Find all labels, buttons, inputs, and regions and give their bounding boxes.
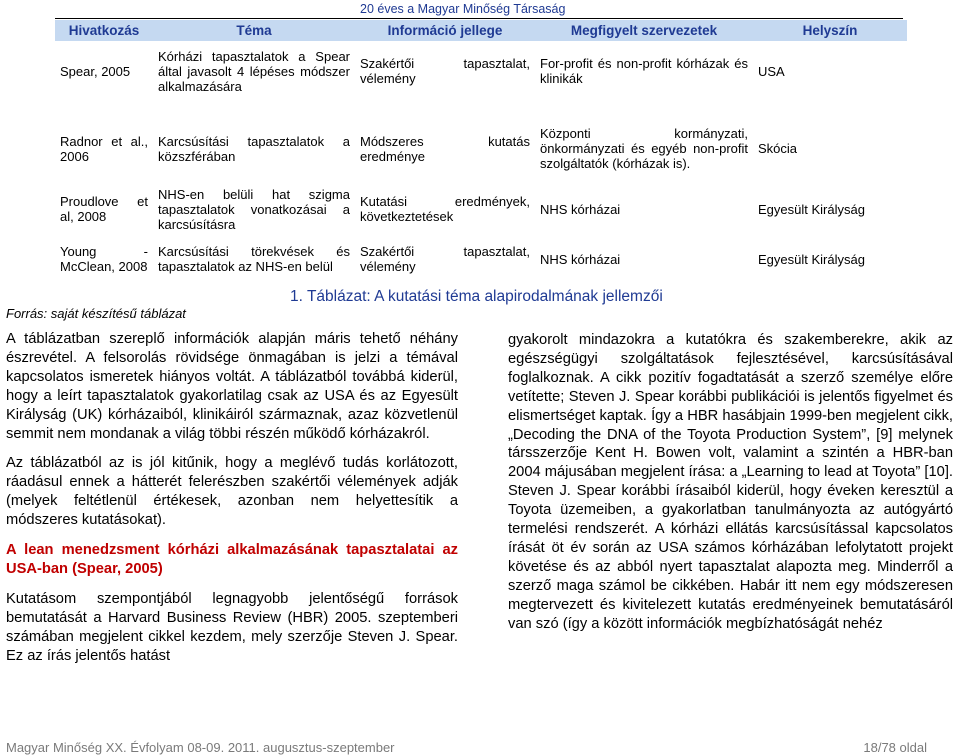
running-header: 20 éves a Magyar Minőség Társaság <box>360 2 566 16</box>
cell: Karcsúsítási törekvések és tapasztalatok az NHS-en belül <box>158 244 350 274</box>
table-source: Forrás: saját készítésű táblázat <box>6 306 186 321</box>
col-header-topic: Téma <box>153 20 355 41</box>
literature-table <box>55 20 907 284</box>
table-row <box>55 234 907 284</box>
cell: Skócia <box>758 141 798 156</box>
paragraph: Kutatásom szempontjából legnagyobb jelentőségű források bemutatását a Harvard Business Review (HBR) 2005. szeptemberi számában megjelent cikkel kezdem, mely szerzője Steven J. Spear. Ez az írás jelentős hatást <box>6 590 458 664</box>
cell: USA <box>758 63 785 79</box>
paragraph: Az táblázatból az is jól kitűnik, hogy a meglévő tudás korlátozott, ráadásul ennek a hátterét felerészben szakértői vélemények adják (melyek feltétlenül értékesek, azonban nem helyettesítik a módszeres kutatásokat). <box>6 455 458 529</box>
table-row <box>55 41 907 101</box>
footer-page-number: 18/78 oldal <box>863 740 927 755</box>
cell: Szakértői tapasztalat, vélemény <box>360 56 530 86</box>
col-header-location: Helyszín <box>753 20 907 41</box>
header-rule <box>55 18 903 19</box>
paragraph: A táblázatban szereplő információk alapján máris tehető néhány észrevétel. A felsorolás rövidsége önmagában is jelzi a témával kapcsolatos ismeretek hiányos voltát. A táblázatból továbbá kiderül, hogy a leírt tapasztalatok gyakorlatilag csak az USA és az Egyesült Királyság (UK) kórházaiból, klinikáiról származnak, azaz közvetlenül semmit nem mondanak a világ többi részén működő kórházakról. <box>6 331 458 442</box>
table-caption: 1. Táblázat: A kutatási téma alapirodalmának jellemzői <box>290 288 663 305</box>
table-header-row <box>55 20 907 41</box>
cell: Kórházi tapasztalatok a Spear által javasolt 4 lépéses módszer alkalmazására <box>158 48 350 94</box>
cell: Szakértői tapasztalat, vélemény <box>360 244 530 274</box>
cell: Módszeres kutatás eredménye <box>360 133 530 164</box>
cell: Spear, 2005 <box>60 63 131 79</box>
cell: Egyesült Királyság <box>758 251 865 267</box>
cell: NHS kórházai <box>540 201 621 217</box>
cell: Radnor et al., 2006 <box>60 133 148 164</box>
table-row <box>55 184 907 234</box>
cell: For-profit és non-profit kórházak és klinikák <box>540 56 748 86</box>
col-header-reference: Hivatkozás <box>55 20 153 41</box>
section-heading: A lean menedzsment kórházi alkalmazásának tapasztalatai az USA-ban (Spear, 2005) <box>6 542 458 577</box>
cell: Egyesült Királyság <box>758 201 865 217</box>
left-text-column <box>6 330 458 677</box>
cell: NHS kórházai <box>540 251 621 267</box>
cell: Young - McClean, 2008 <box>60 244 148 274</box>
cell: Kutatási eredmények, következtetések <box>360 194 530 224</box>
right-text-column <box>508 331 953 645</box>
cell: Központi kormányzati, önkormányzati és egyéb non-profit szolgáltatók (kórházak is). <box>540 126 748 171</box>
col-header-organizations: Megfigyelt szervezetek <box>535 20 753 41</box>
table-row <box>55 121 907 176</box>
cell: Proudlove et al, 2008 <box>60 194 148 224</box>
footer-journal: Magyar Minőség XX. Évfolyam 08-09. 2011. augusztus-szeptember <box>6 740 395 755</box>
paragraph: gyakorolt mindazokra a kutatókra és szakemberekre, akik az egészségügyi szolgáltatások fejlesztésével, karcsúsításával foglalkoznak. A cikk pozitív fogadtatását a szerző személye előre vetítette; Steven J. Spear korábbi publikációi is jelentős figyelmet és elismertséget kaptak. Így a HBR hasábjain 1999-ben megjelent cikk, „Decoding the DNA of the Toyota Production System”, [9] melynek társszerzője Kent H. Bowen volt, valamint a szintén a HBR-ban 2004 májusában megjelent írása: a „Learning to lead at Toyota” [10]. Steven J. Spear korábbi írásaiból kiderül, hogy éveken keresztül a Toyota üzemeiben, a gyakorlatban tanulmányozta az autógyártó termelési rendszerét. A kórházi ellátás karcsúsítással kapcsolatos írását öt év során az USA számos kórházában lefolytatott projekt követése és az abból nyert tapasztalat alapozta meg. Minderről a szerző maga számol be cikkében. Habár itt nem egy módszeresen megtervezett és kivitelezett kutatás eredményeinek bemutatásáról van szó (így a között információk megbízhatóságát nehéz <box>508 332 953 632</box>
col-header-info-type: Információ jellege <box>355 20 535 41</box>
cell: Karcsúsítási tapasztalatok a közszférában <box>158 133 350 164</box>
cell: NHS-en belüli hat szigma tapasztalatok vonatkozásai a karcsúsításra <box>158 186 350 232</box>
